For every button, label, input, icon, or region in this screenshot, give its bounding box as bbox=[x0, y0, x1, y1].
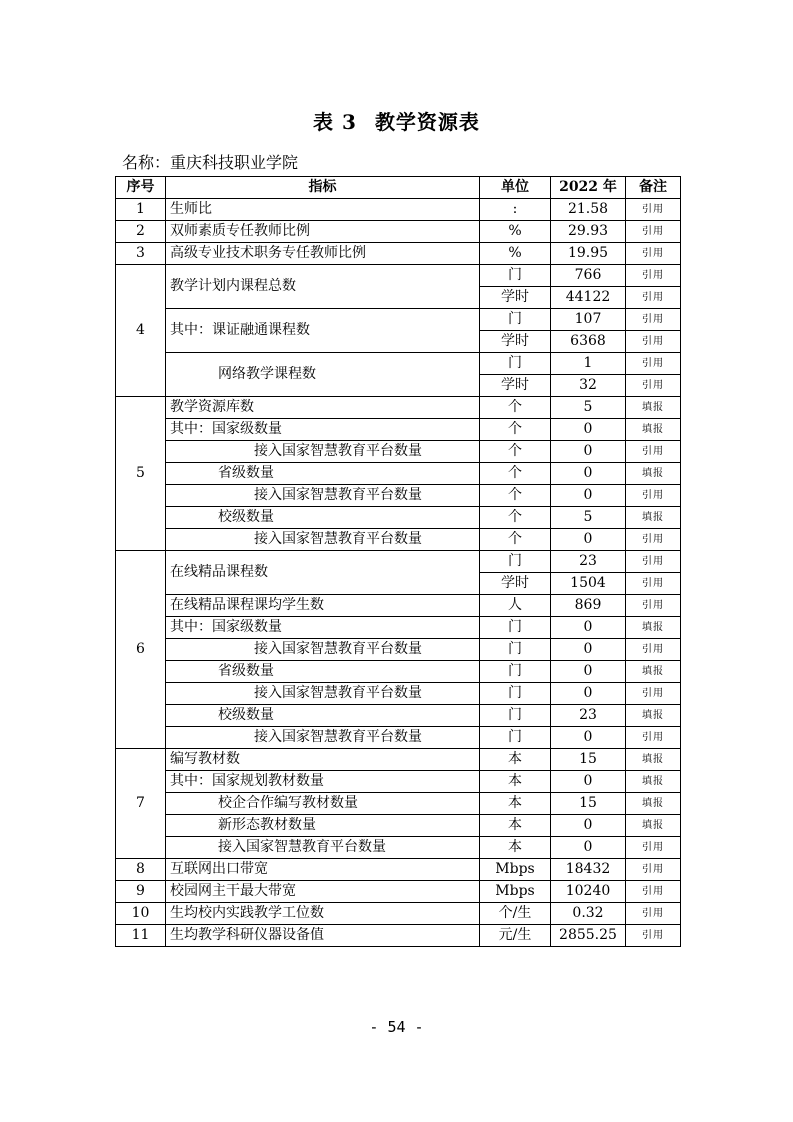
note-cell: 填报 bbox=[626, 815, 681, 837]
unit-cell: 学时 bbox=[480, 375, 551, 397]
indicator-cell: 校企合作编写教材数量 bbox=[166, 793, 480, 815]
indicator-cell: 网络教学课程数 bbox=[166, 353, 480, 397]
value-cell: 21.58 bbox=[551, 199, 626, 221]
table-row bbox=[116, 353, 681, 375]
value-cell: 0 bbox=[551, 771, 626, 793]
unit-cell: 本 bbox=[480, 815, 551, 837]
table-row bbox=[116, 683, 681, 705]
note-cell: 引用 bbox=[626, 485, 681, 507]
table-row bbox=[116, 903, 681, 925]
row-number: 3 bbox=[116, 243, 166, 265]
indicator-cell: 校级数量 bbox=[166, 507, 480, 529]
table-row bbox=[116, 463, 681, 485]
unit-cell: 本 bbox=[480, 793, 551, 815]
unit-cell: 本 bbox=[480, 837, 551, 859]
note-cell: 引用 bbox=[626, 441, 681, 463]
note-cell: 引用 bbox=[626, 287, 681, 309]
note-cell: 填报 bbox=[626, 463, 681, 485]
unit-cell: 元/生 bbox=[480, 925, 551, 947]
unit-cell: 个 bbox=[480, 529, 551, 551]
value-cell: 10240 bbox=[551, 881, 626, 903]
table-row bbox=[116, 397, 681, 419]
indicator-cell: 双师素质专任教师比例 bbox=[166, 221, 480, 243]
note-cell: 填报 bbox=[626, 617, 681, 639]
note-cell: 引用 bbox=[626, 573, 681, 595]
indicator-cell: 接入国家智慧教育平台数量 bbox=[166, 683, 480, 705]
table-row bbox=[116, 815, 681, 837]
note-cell: 引用 bbox=[626, 551, 681, 573]
row-number: 10 bbox=[116, 903, 166, 925]
unit-cell: 门 bbox=[480, 727, 551, 749]
value-cell: 23 bbox=[551, 705, 626, 727]
note-cell: 引用 bbox=[626, 903, 681, 925]
unit-cell: 门 bbox=[480, 661, 551, 683]
table-row bbox=[116, 793, 681, 815]
unit-cell: 门 bbox=[480, 265, 551, 287]
value-cell: 0 bbox=[551, 441, 626, 463]
value-cell: 0 bbox=[551, 529, 626, 551]
table-row bbox=[116, 441, 681, 463]
header-indicator: 指标 bbox=[166, 177, 480, 199]
row-number: 8 bbox=[116, 859, 166, 881]
indicator-cell: 教学计划内课程总数 bbox=[166, 265, 480, 309]
indicator-cell: 校级数量 bbox=[166, 705, 480, 727]
value-cell: 6368 bbox=[551, 331, 626, 353]
value-cell: 766 bbox=[551, 265, 626, 287]
row-number: 11 bbox=[116, 925, 166, 947]
note-cell: 引用 bbox=[626, 353, 681, 375]
value-cell: 23 bbox=[551, 551, 626, 573]
unit-cell: 门 bbox=[480, 353, 551, 375]
note-cell: 引用 bbox=[626, 243, 681, 265]
value-cell: 15 bbox=[551, 749, 626, 771]
note-cell: 引用 bbox=[626, 881, 681, 903]
indicator-cell: 接入国家智慧教育平台数量 bbox=[166, 837, 480, 859]
row-number: 9 bbox=[116, 881, 166, 903]
indicator-cell: 接入国家智慧教育平台数量 bbox=[166, 529, 480, 551]
value-cell: 0 bbox=[551, 639, 626, 661]
unit-cell: 个/生 bbox=[480, 903, 551, 925]
row-number: 6 bbox=[116, 551, 166, 749]
note-cell: 填报 bbox=[626, 507, 681, 529]
value-cell: 0 bbox=[551, 419, 626, 441]
indicator-cell: 接入国家智慧教育平台数量 bbox=[166, 441, 480, 463]
header-unit: 单位 bbox=[480, 177, 551, 199]
value-cell: 1 bbox=[551, 353, 626, 375]
unit-cell: 个 bbox=[480, 441, 551, 463]
table-row bbox=[116, 485, 681, 507]
unit-cell: 学时 bbox=[480, 331, 551, 353]
table-row bbox=[116, 661, 681, 683]
unit-cell: 门 bbox=[480, 639, 551, 661]
table-row bbox=[116, 595, 681, 617]
unit-cell: 个 bbox=[480, 507, 551, 529]
indicator-cell: 新形态教材数量 bbox=[166, 815, 480, 837]
table-row bbox=[116, 749, 681, 771]
note-cell: 引用 bbox=[626, 837, 681, 859]
table-row bbox=[116, 859, 681, 881]
note-cell: 引用 bbox=[626, 221, 681, 243]
indicator-cell: 省级数量 bbox=[166, 661, 480, 683]
unit-cell: : bbox=[480, 199, 551, 221]
indicator-cell: 其中：国家级数量 bbox=[166, 617, 480, 639]
unit-cell: 门 bbox=[480, 309, 551, 331]
value-cell: 0 bbox=[551, 661, 626, 683]
note-cell: 填报 bbox=[626, 419, 681, 441]
table-row bbox=[116, 199, 681, 221]
indicator-cell: 在线精品课程课均学生数 bbox=[166, 595, 480, 617]
value-cell: 107 bbox=[551, 309, 626, 331]
unit-cell: 门 bbox=[480, 705, 551, 727]
header-row bbox=[116, 177, 681, 199]
value-cell: 869 bbox=[551, 595, 626, 617]
table-row bbox=[116, 243, 681, 265]
value-cell: 0 bbox=[551, 727, 626, 749]
row-number: 7 bbox=[116, 749, 166, 859]
indicator-cell: 高级专业技术职务专任教师比例 bbox=[166, 243, 480, 265]
note-cell: 填报 bbox=[626, 749, 681, 771]
unit-cell: 门 bbox=[480, 683, 551, 705]
note-cell: 引用 bbox=[626, 331, 681, 353]
value-cell: 5 bbox=[551, 397, 626, 419]
table-row bbox=[116, 771, 681, 793]
note-cell: 填报 bbox=[626, 793, 681, 815]
table-row bbox=[116, 419, 681, 441]
note-cell: 填报 bbox=[626, 771, 681, 793]
value-cell: 0 bbox=[551, 463, 626, 485]
unit-cell: 本 bbox=[480, 749, 551, 771]
value-cell: 29.93 bbox=[551, 221, 626, 243]
value-cell: 0 bbox=[551, 485, 626, 507]
table-number: 表 3 bbox=[313, 110, 357, 134]
note-cell: 填报 bbox=[626, 661, 681, 683]
school-name: 名称：重庆科技职业学院 bbox=[122, 153, 299, 172]
table-row bbox=[116, 507, 681, 529]
value-cell: 0 bbox=[551, 617, 626, 639]
value-cell: 0 bbox=[551, 683, 626, 705]
note-cell: 引用 bbox=[626, 595, 681, 617]
value-cell: 5 bbox=[551, 507, 626, 529]
note-cell: 引用 bbox=[626, 925, 681, 947]
table-title bbox=[0, 106, 793, 135]
unit-cell: 个 bbox=[480, 419, 551, 441]
indicator-cell: 生均校内实践教学工位数 bbox=[166, 903, 480, 925]
indicator-cell: 其中：国家规划教材数量 bbox=[166, 771, 480, 793]
value-cell: 19.95 bbox=[551, 243, 626, 265]
unit-cell: 个 bbox=[480, 397, 551, 419]
note-cell: 引用 bbox=[626, 529, 681, 551]
table-row bbox=[116, 221, 681, 243]
unit-cell: 门 bbox=[480, 617, 551, 639]
table-row bbox=[116, 925, 681, 947]
indicator-cell: 生均教学科研仪器设备值 bbox=[166, 925, 480, 947]
header-no: 序号 bbox=[116, 177, 166, 199]
value-cell: 0.32 bbox=[551, 903, 626, 925]
table-row bbox=[116, 881, 681, 903]
unit-cell: Mbps bbox=[480, 881, 551, 903]
indicator-cell: 其中：国家级数量 bbox=[166, 419, 480, 441]
table-row bbox=[116, 265, 681, 287]
indicator-cell: 接入国家智慧教育平台数量 bbox=[166, 639, 480, 661]
value-cell: 2855.25 bbox=[551, 925, 626, 947]
note-cell: 引用 bbox=[626, 639, 681, 661]
note-cell: 引用 bbox=[626, 683, 681, 705]
indicator-cell: 在线精品课程数 bbox=[166, 551, 480, 595]
row-number: 4 bbox=[116, 265, 166, 397]
page-number: - 54 - bbox=[369, 1018, 424, 1036]
indicator-cell: 互联网出口带宽 bbox=[166, 859, 480, 881]
value-cell: 44122 bbox=[551, 287, 626, 309]
note-cell: 引用 bbox=[626, 265, 681, 287]
table-row bbox=[116, 705, 681, 727]
header-note: 备注 bbox=[626, 177, 681, 199]
table-row bbox=[116, 309, 681, 331]
indicator-cell: 生师比 bbox=[166, 199, 480, 221]
value-cell: 0 bbox=[551, 815, 626, 837]
value-cell: 32 bbox=[551, 375, 626, 397]
note-cell: 引用 bbox=[626, 375, 681, 397]
note-cell: 引用 bbox=[626, 859, 681, 881]
unit-cell: 个 bbox=[480, 463, 551, 485]
indicator-cell: 接入国家智慧教育平台数量 bbox=[166, 485, 480, 507]
table-name: 教学资源表 bbox=[374, 110, 480, 134]
value-cell: 18432 bbox=[551, 859, 626, 881]
row-number: 5 bbox=[116, 397, 166, 551]
unit-cell: 人 bbox=[480, 595, 551, 617]
table-row bbox=[116, 551, 681, 573]
indicator-cell: 编写教材数 bbox=[166, 749, 480, 771]
indicator-cell: 教学资源库数 bbox=[166, 397, 480, 419]
unit-cell: 个 bbox=[480, 485, 551, 507]
unit-cell: % bbox=[480, 221, 551, 243]
unit-cell: 学时 bbox=[480, 573, 551, 595]
note-cell: 引用 bbox=[626, 199, 681, 221]
table-row bbox=[116, 727, 681, 749]
unit-cell: 本 bbox=[480, 771, 551, 793]
unit-cell: Mbps bbox=[480, 859, 551, 881]
note-cell: 填报 bbox=[626, 397, 681, 419]
table-row bbox=[116, 529, 681, 551]
indicator-cell: 其中：课证融通课程数 bbox=[166, 309, 480, 353]
value-cell: 15 bbox=[551, 793, 626, 815]
note-cell: 引用 bbox=[626, 727, 681, 749]
table-row bbox=[116, 837, 681, 859]
table-row bbox=[116, 639, 681, 661]
note-cell: 填报 bbox=[626, 705, 681, 727]
unit-cell: 门 bbox=[480, 551, 551, 573]
note-cell: 引用 bbox=[626, 309, 681, 331]
indicator-cell: 校园网主干最大带宽 bbox=[166, 881, 480, 903]
value-cell: 0 bbox=[551, 837, 626, 859]
indicator-cell: 省级数量 bbox=[166, 463, 480, 485]
indicator-cell: 接入国家智慧教育平台数量 bbox=[166, 727, 480, 749]
header-year: 2022 年 bbox=[551, 177, 626, 199]
unit-cell: % bbox=[480, 243, 551, 265]
table-row bbox=[116, 617, 681, 639]
value-cell: 1504 bbox=[551, 573, 626, 595]
teaching-resources-table bbox=[115, 176, 681, 947]
unit-cell: 学时 bbox=[480, 287, 551, 309]
row-number: 1 bbox=[116, 199, 166, 221]
row-number: 2 bbox=[116, 221, 166, 243]
